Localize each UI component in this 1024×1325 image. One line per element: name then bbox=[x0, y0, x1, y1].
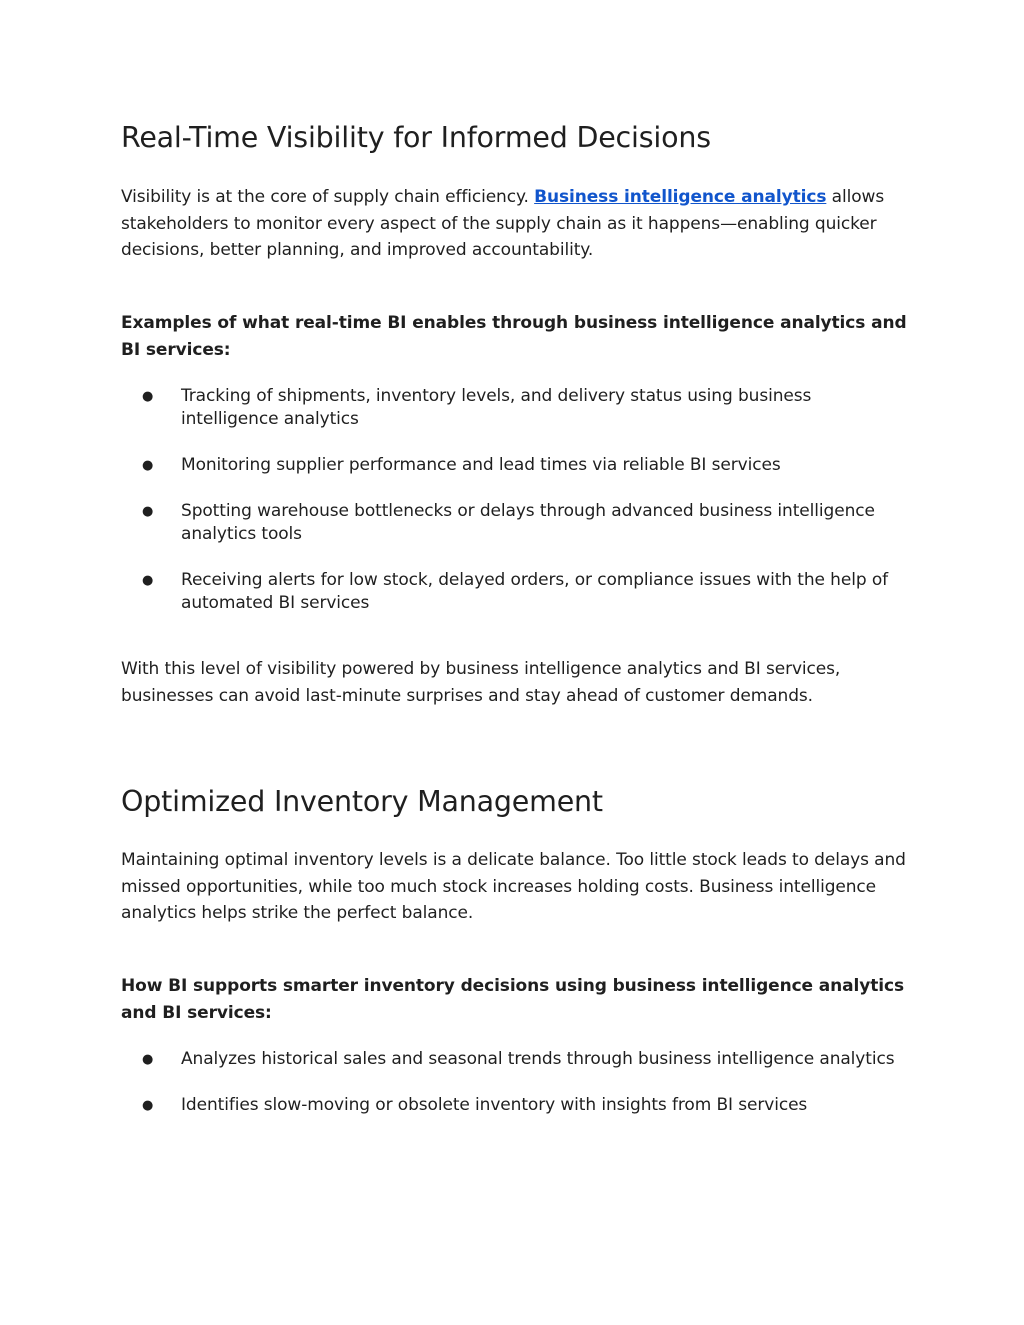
examples-heading: Examples of what real-time BI enables through business intelligence analytics and BI services: bbox=[121, 313, 907, 360]
section-title-optimized-inventory: Optimized Inventory Management bbox=[121, 785, 603, 818]
intro-text-before-link: Visibility is at the core of supply chain efficiency. bbox=[121, 187, 535, 207]
list-item bbox=[121, 569, 911, 615]
bullet-icon: ● bbox=[142, 1098, 154, 1113]
list-item bbox=[121, 1094, 911, 1117]
section-intro-paragraph: Maintaining optimal inventory levels is a delicate balance. Too little stock leads to delays and missed opportunities, while too much stock increases holding costs. Business intelligence analytics helps strike the perfect balance. bbox=[121, 850, 906, 924]
list-item-text: Spotting warehouse bottlenecks or delays through advanced business intelligence analytics tools bbox=[181, 501, 875, 544]
examples-bullet-list bbox=[121, 385, 911, 615]
list-item-text: Monitoring supplier performance and lead times via reliable BI services bbox=[181, 455, 781, 475]
intro-text-after-link: allows stakeholders to monitor every aspect of the supply chain as it happens—enabling quicker decisions, better planning, and improved accountability. bbox=[121, 187, 885, 261]
section-title-real-time-visibility: Real-Time Visibility for Informed Decisions bbox=[121, 121, 711, 154]
business-intelligence-analytics-link[interactable]: Business intelligence analytics bbox=[534, 187, 827, 207]
list-item bbox=[121, 1048, 911, 1071]
section-intro-paragraph bbox=[121, 184, 911, 264]
bullet-icon: ● bbox=[142, 573, 154, 588]
list-item-text: Analyzes historical sales and seasonal trends through business intelligence analytics bbox=[181, 1049, 895, 1069]
list-item bbox=[121, 454, 911, 477]
bullet-icon: ● bbox=[142, 389, 154, 404]
bullet-icon: ● bbox=[142, 458, 154, 473]
section-outro-paragraph: With this level of visibility powered by business intelligence analytics and BI services, businesses can avoid last-minute surprises and stay ahead of customer demands. bbox=[121, 659, 841, 706]
list-item bbox=[121, 500, 911, 546]
list-item-text: Receiving alerts for low stock, delayed orders, or compliance issues with the help of automated BI services bbox=[181, 570, 889, 613]
list-item-text: Identifies slow-moving or obsolete inventory with insights from BI services bbox=[181, 1095, 808, 1115]
inventory-bullet-list bbox=[121, 1048, 911, 1117]
bullet-icon: ● bbox=[142, 504, 154, 519]
how-bi-supports-heading: How BI supports smarter inventory decisions using business intelligence analytics and BI services: bbox=[121, 976, 905, 1023]
bullet-icon: ● bbox=[142, 1052, 154, 1067]
list-item-text: Tracking of shipments, inventory levels, and delivery status using business intelligence analytics bbox=[181, 386, 812, 429]
list-item bbox=[121, 385, 911, 431]
